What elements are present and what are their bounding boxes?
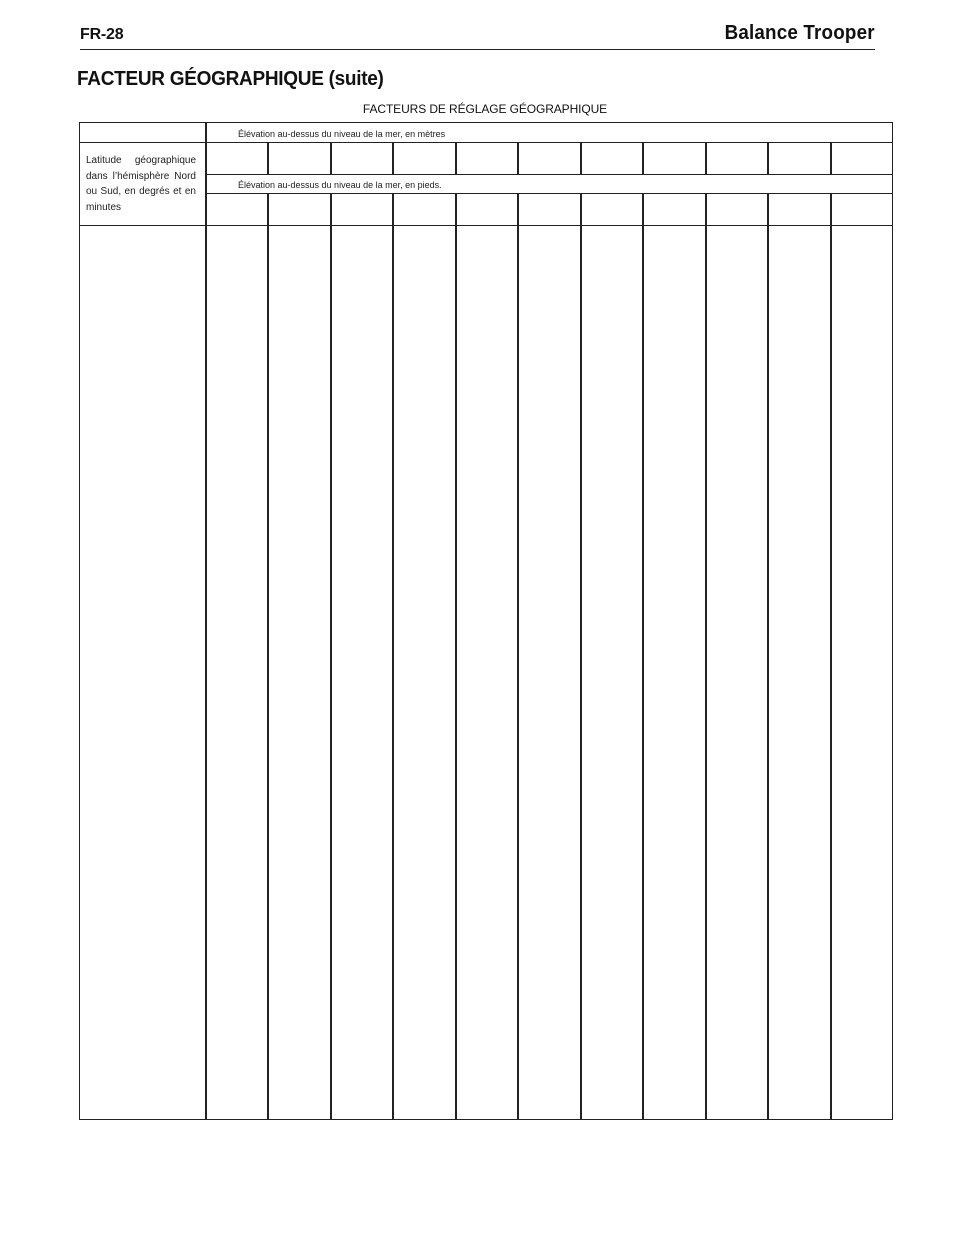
meters-column-divider bbox=[267, 142, 269, 174]
meters-column-divider bbox=[705, 142, 707, 174]
page-number: FR-28 bbox=[80, 26, 124, 43]
value-column-divider bbox=[330, 193, 332, 1119]
meters-column-divider bbox=[392, 142, 394, 174]
value-column-divider bbox=[767, 193, 769, 1119]
page-header bbox=[80, 24, 875, 50]
header-bottom-rule bbox=[80, 225, 892, 226]
top-band-rule bbox=[206, 142, 892, 143]
value-column-divider bbox=[392, 193, 394, 1119]
value-column-divider bbox=[517, 193, 519, 1119]
value-column-divider bbox=[705, 193, 707, 1119]
meters-column-divider bbox=[830, 142, 832, 174]
meters-values-bottom-rule bbox=[206, 174, 892, 175]
value-column-divider bbox=[455, 193, 457, 1119]
section-title: FACTEUR GÉOGRAPHIQUE (suite) bbox=[77, 68, 384, 90]
value-column-divider bbox=[830, 193, 832, 1119]
value-column-divider bbox=[267, 193, 269, 1119]
value-column-divider bbox=[580, 193, 582, 1119]
meters-column-divider bbox=[580, 142, 582, 174]
table-caption: FACTEURS DE RÉGLAGE GÉOGRAPHIQUE bbox=[362, 102, 608, 116]
elevation-meters-label: Élévation au-dessus du niveau de la mer, en mètres bbox=[238, 129, 446, 139]
feet-label-bottom-rule bbox=[206, 193, 892, 194]
geographic-factor-table bbox=[79, 122, 893, 1120]
meters-column-divider bbox=[455, 142, 457, 174]
meters-column-divider bbox=[767, 142, 769, 174]
value-column-divider bbox=[642, 193, 644, 1119]
meters-column-divider bbox=[330, 142, 332, 174]
meters-column-divider bbox=[517, 142, 519, 174]
row-header-top-rule bbox=[80, 142, 206, 143]
row-header-divider bbox=[205, 123, 207, 1119]
latitude-row-header: Latitude géographique dans l’hémisphère Nord ou Sud, en degrés et en minutes bbox=[86, 155, 196, 213]
meters-column-divider bbox=[642, 142, 644, 174]
elevation-feet-label: Élévation au-dessus du niveau de la mer, en pieds. bbox=[238, 180, 442, 190]
product-name: Balance Trooper bbox=[724, 22, 875, 44]
